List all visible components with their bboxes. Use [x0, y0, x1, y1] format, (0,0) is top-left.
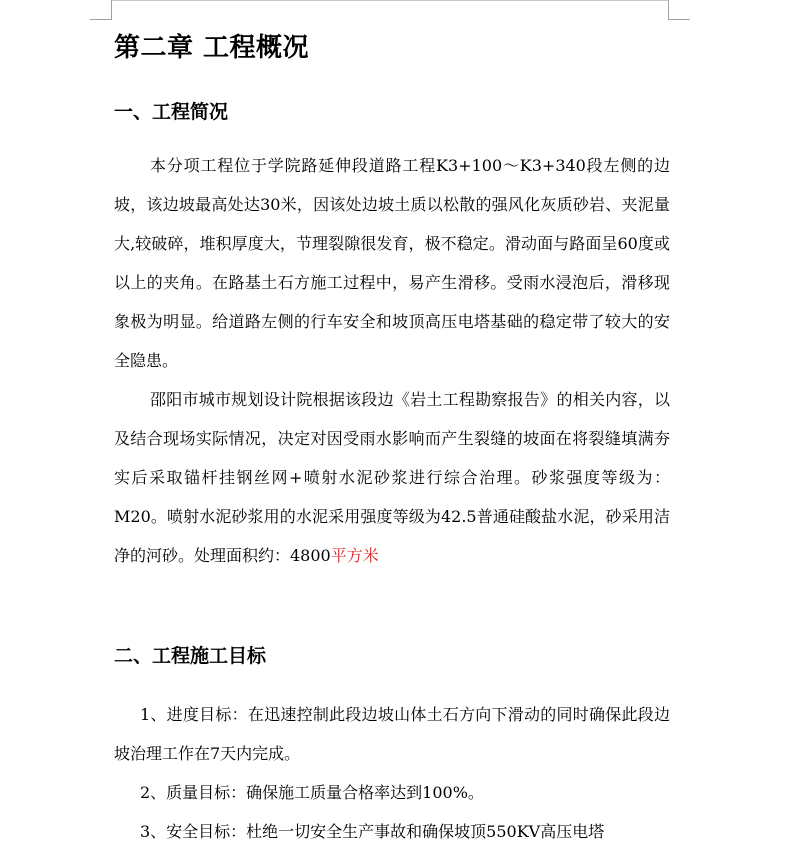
page-top-edge: [112, 0, 668, 1]
corner-mark-top-left-h: [90, 19, 112, 20]
goal-item-safety: 3、安全目标：杜绝一切安全生产事故和确保坡顶550KV高压电塔: [140, 822, 605, 841]
corner-mark-top-left-v: [111, 0, 112, 20]
chapter-title: 第二章 工程概况: [114, 33, 310, 63]
section-title-overview: 一、工程简况: [114, 101, 229, 123]
goal-item-schedule: 1、进度目标：在迅速控制此段边坡山体土石方向下滑动的同时确保此段边坡治理工作在7天内完成。: [114, 705, 670, 763]
paragraph-overview-2-text: 邵阳市城市规划设计院根据该段边《岩土工程勘察报告》的相关内容，以及结合现场实际情况，决定对因受雨水影响而产生裂缝的坡面在将裂缝填满夯实后采取锚杆挂钢丝网+喷射水泥砂浆进行综合治理。砂浆强度等级为：M20。喷射水泥砂浆用的水泥采用强度等级为42.5普通硅酸盐水泥，砂采用洁净的河砂。处理面积约：4800: [114, 390, 670, 565]
goal-item-quality: 2、质量目标：确保施工质量合格率达到100%。: [140, 783, 484, 802]
paragraph-overview-2: [114, 380, 670, 575]
area-unit-text: 平方米: [330, 546, 379, 565]
section-title-goals: 二、工程施工目标: [114, 645, 267, 667]
paragraph-overview-1: 本分项工程位于学院路延伸段道路工程K3+100～K3+340段左侧的边坡，该边坡最高处达30米，因该处边坡土质以松散的强风化灰质砂岩、夹泥量大,较破碎，堆积厚度大，节理裂隙很发育，极不稳定。滑动面与路面呈60度或以上的夹角。在路基土石方施工过程中，易产生滑移。受雨水浸泡后，滑移现象极为明显。给道路左侧的行车安全和坡顶高压电塔基础的稳定带了较大的安全隐患。: [114, 156, 670, 370]
document-body[interactable]: [114, 24, 670, 841]
corner-mark-top-right-h: [668, 19, 690, 20]
corner-mark-top-right-v: [668, 0, 669, 20]
